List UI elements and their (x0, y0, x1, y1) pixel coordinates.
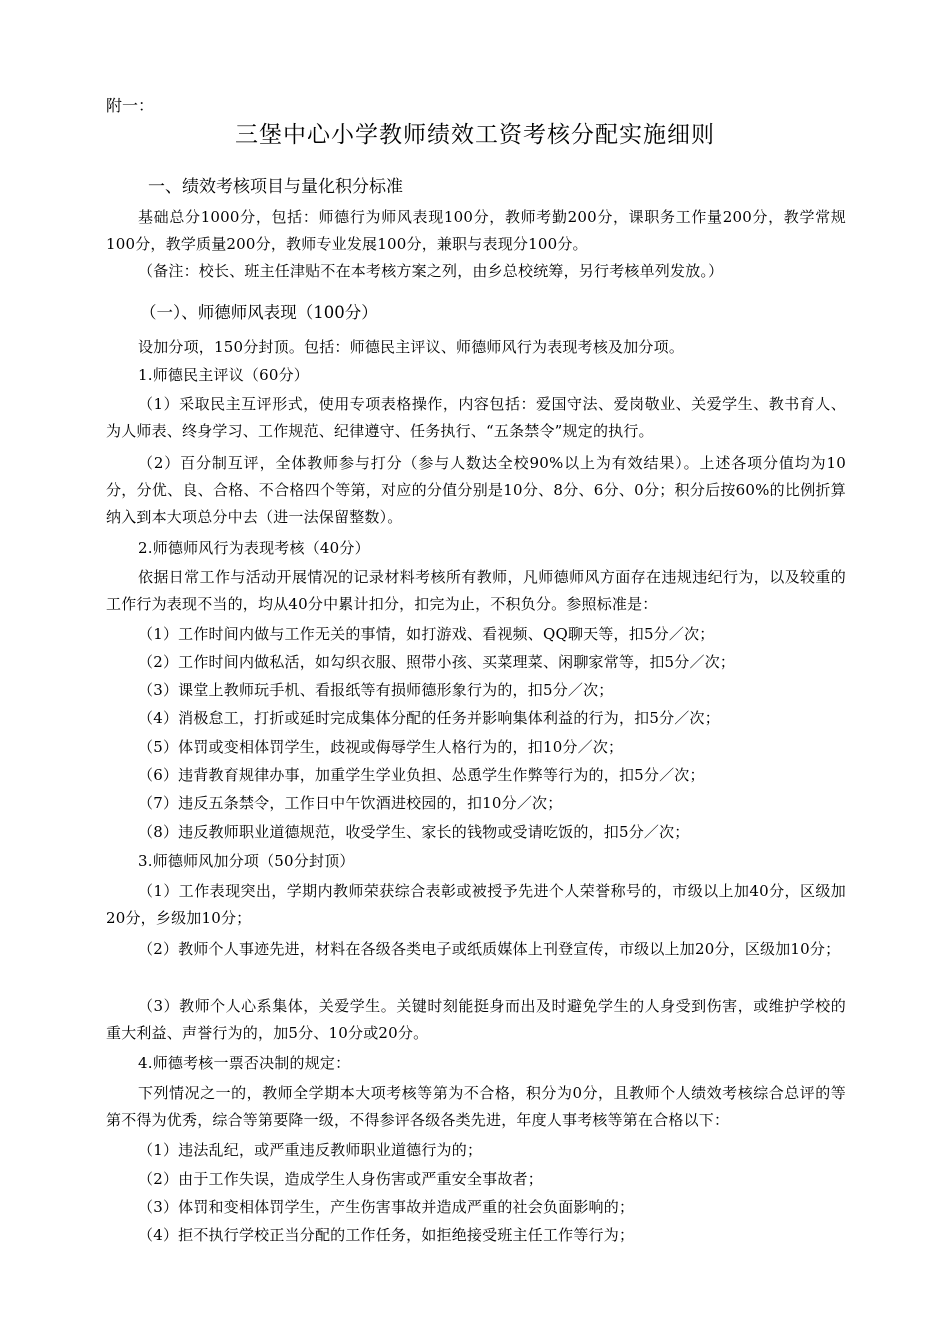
rule-line: （7）违反五条禁令，工作日中午饮酒进校园的，扣10分／次； (138, 794, 563, 812)
rule-paragraph: （1）采取民主互评形式，使用专项表格操作，内容包括：爱国守法、爱岗敬业、关爱学生、教书育人、为人师表、终身学习、工作规范、纪律遵守、任务执行、“五条禁令”规定的执行。 (106, 395, 846, 440)
item-heading: 2.师德师风行为表现考核（40分） (138, 539, 370, 557)
rule-line: （6）违背教育规律办事，加重学生学业负担、怂恿学生作弊等行为的，扣5分／次； (138, 766, 705, 784)
document-title: 三堡中心小学教师绩效工资考核分配实施细则 (235, 122, 715, 148)
attachment-label: 附一： (106, 96, 155, 115)
subsection-heading: （一）、师德师风表现（100分） (140, 303, 378, 322)
item-heading: 3.师德师风加分项（50分封顶） (138, 852, 355, 870)
rule-paragraph: （2）百分制互评，全体教师参与打分（参与人数达全校90%以上为有效结果）。上述各项分值均为10分，分优、良、合格、不合格四个等第，对应的分值分别是10分、8分、6分、0分；积分后按60%的比例折算纳入到本大项总分中去（进一法保留整数）。 (106, 454, 846, 526)
section-heading: 一、绩效考核项目与量化积分标准 (148, 177, 403, 197)
rule-paragraph: （1）工作表现突出，学期内教师荣获综合表彰或被授予先进个人荣誉称号的，市级以上加40分，区级加20分，乡级加10分； (106, 882, 846, 927)
rule-paragraph: （3）教师个人心系集体，关爱学生。关键时刻能挺身而出及时避免学生的人身受到伤害，或维护学校的重大利益、声誉行为的，加5分、10分或20分。 (106, 997, 846, 1042)
rule-line: （3）课堂上教师玩手机、看报纸等有损师德形象行为的，扣5分／次； (138, 681, 614, 699)
rule-line: （3）体罚和变相体罚学生，产生伤害事故并造成严重的社会负面影响的； (138, 1198, 635, 1216)
item-heading: 4.师德考核一票否决制的规定： (138, 1054, 351, 1072)
rule-line: （2）工作时间内做私活，如勾织衣服、照带小孩、买菜理菜、闲聊家常等，扣5分／次； (138, 653, 736, 671)
rule-paragraph: 依据日常工作与活动开展情况的记录材料考核所有教师，凡师德师风方面存在违规违纪行为，以及较重的工作行为表现不当的，均从40分中累计扣分，扣完为止，不积负分。参照标准是： (106, 568, 846, 613)
rule-line: （2）由于工作失误，造成学生人身伤害或严重安全事故者； (138, 1170, 543, 1188)
subsection-intro: 设加分项，150分封顶。包括：师德民主评议、师德师风行为表现考核及加分项。 (138, 338, 685, 356)
base-score-paragraph: 基础总分1000分，包括：师德行为师风表现100分，教师考勤200分，课职务工作量200分，教学常规100分，教学质量200分，教师专业发展100分，兼职与表现分100分。 (106, 208, 846, 253)
rule-paragraph: 下列情况之一的，教师全学期本大项考核等第为不合格，积分为0分，且教师个人绩效考核综合总评的等第不得为优秀，综合等第要降一级，不得参评各级各类先进，年度人事考核等第在合格以下： (106, 1084, 846, 1129)
rule-line: （1）工作时间内做与工作无关的事情，如打游戏、看视频、QQ聊天等，扣5分／次； (138, 625, 715, 643)
rule-line: （4）消极怠工，打折或延时完成集体分配的任务并影响集体利益的行为，扣5分／次； (138, 709, 720, 727)
rule-line: （4）拒不执行学校正当分配的工作任务，如拒绝接受班主任工作等行为； (138, 1226, 635, 1244)
rule-paragraph: （2）教师个人事迹先进，材料在各级各类电子或纸质媒体上刊登宣传，市级以上加20分，区级加10分； (138, 940, 841, 958)
rule-line: （1）违法乱纪，或严重违反教师职业道德行为的； (138, 1141, 483, 1159)
rule-line: （5）体罚或变相体罚学生，歧视或侮辱学生人格行为的，扣10分／次； (138, 738, 624, 756)
rule-line: （8）违反教师职业道德规范，收受学生、家长的钱物或受请吃饭的，扣5分／次； (138, 823, 690, 841)
note-paragraph: （备注：校长、班主任津贴不在本考核方案之列，由乡总校统筹，另行考核单列发放。） (138, 262, 724, 280)
item-heading: 1.师德民主评议（60分） (138, 366, 309, 384)
